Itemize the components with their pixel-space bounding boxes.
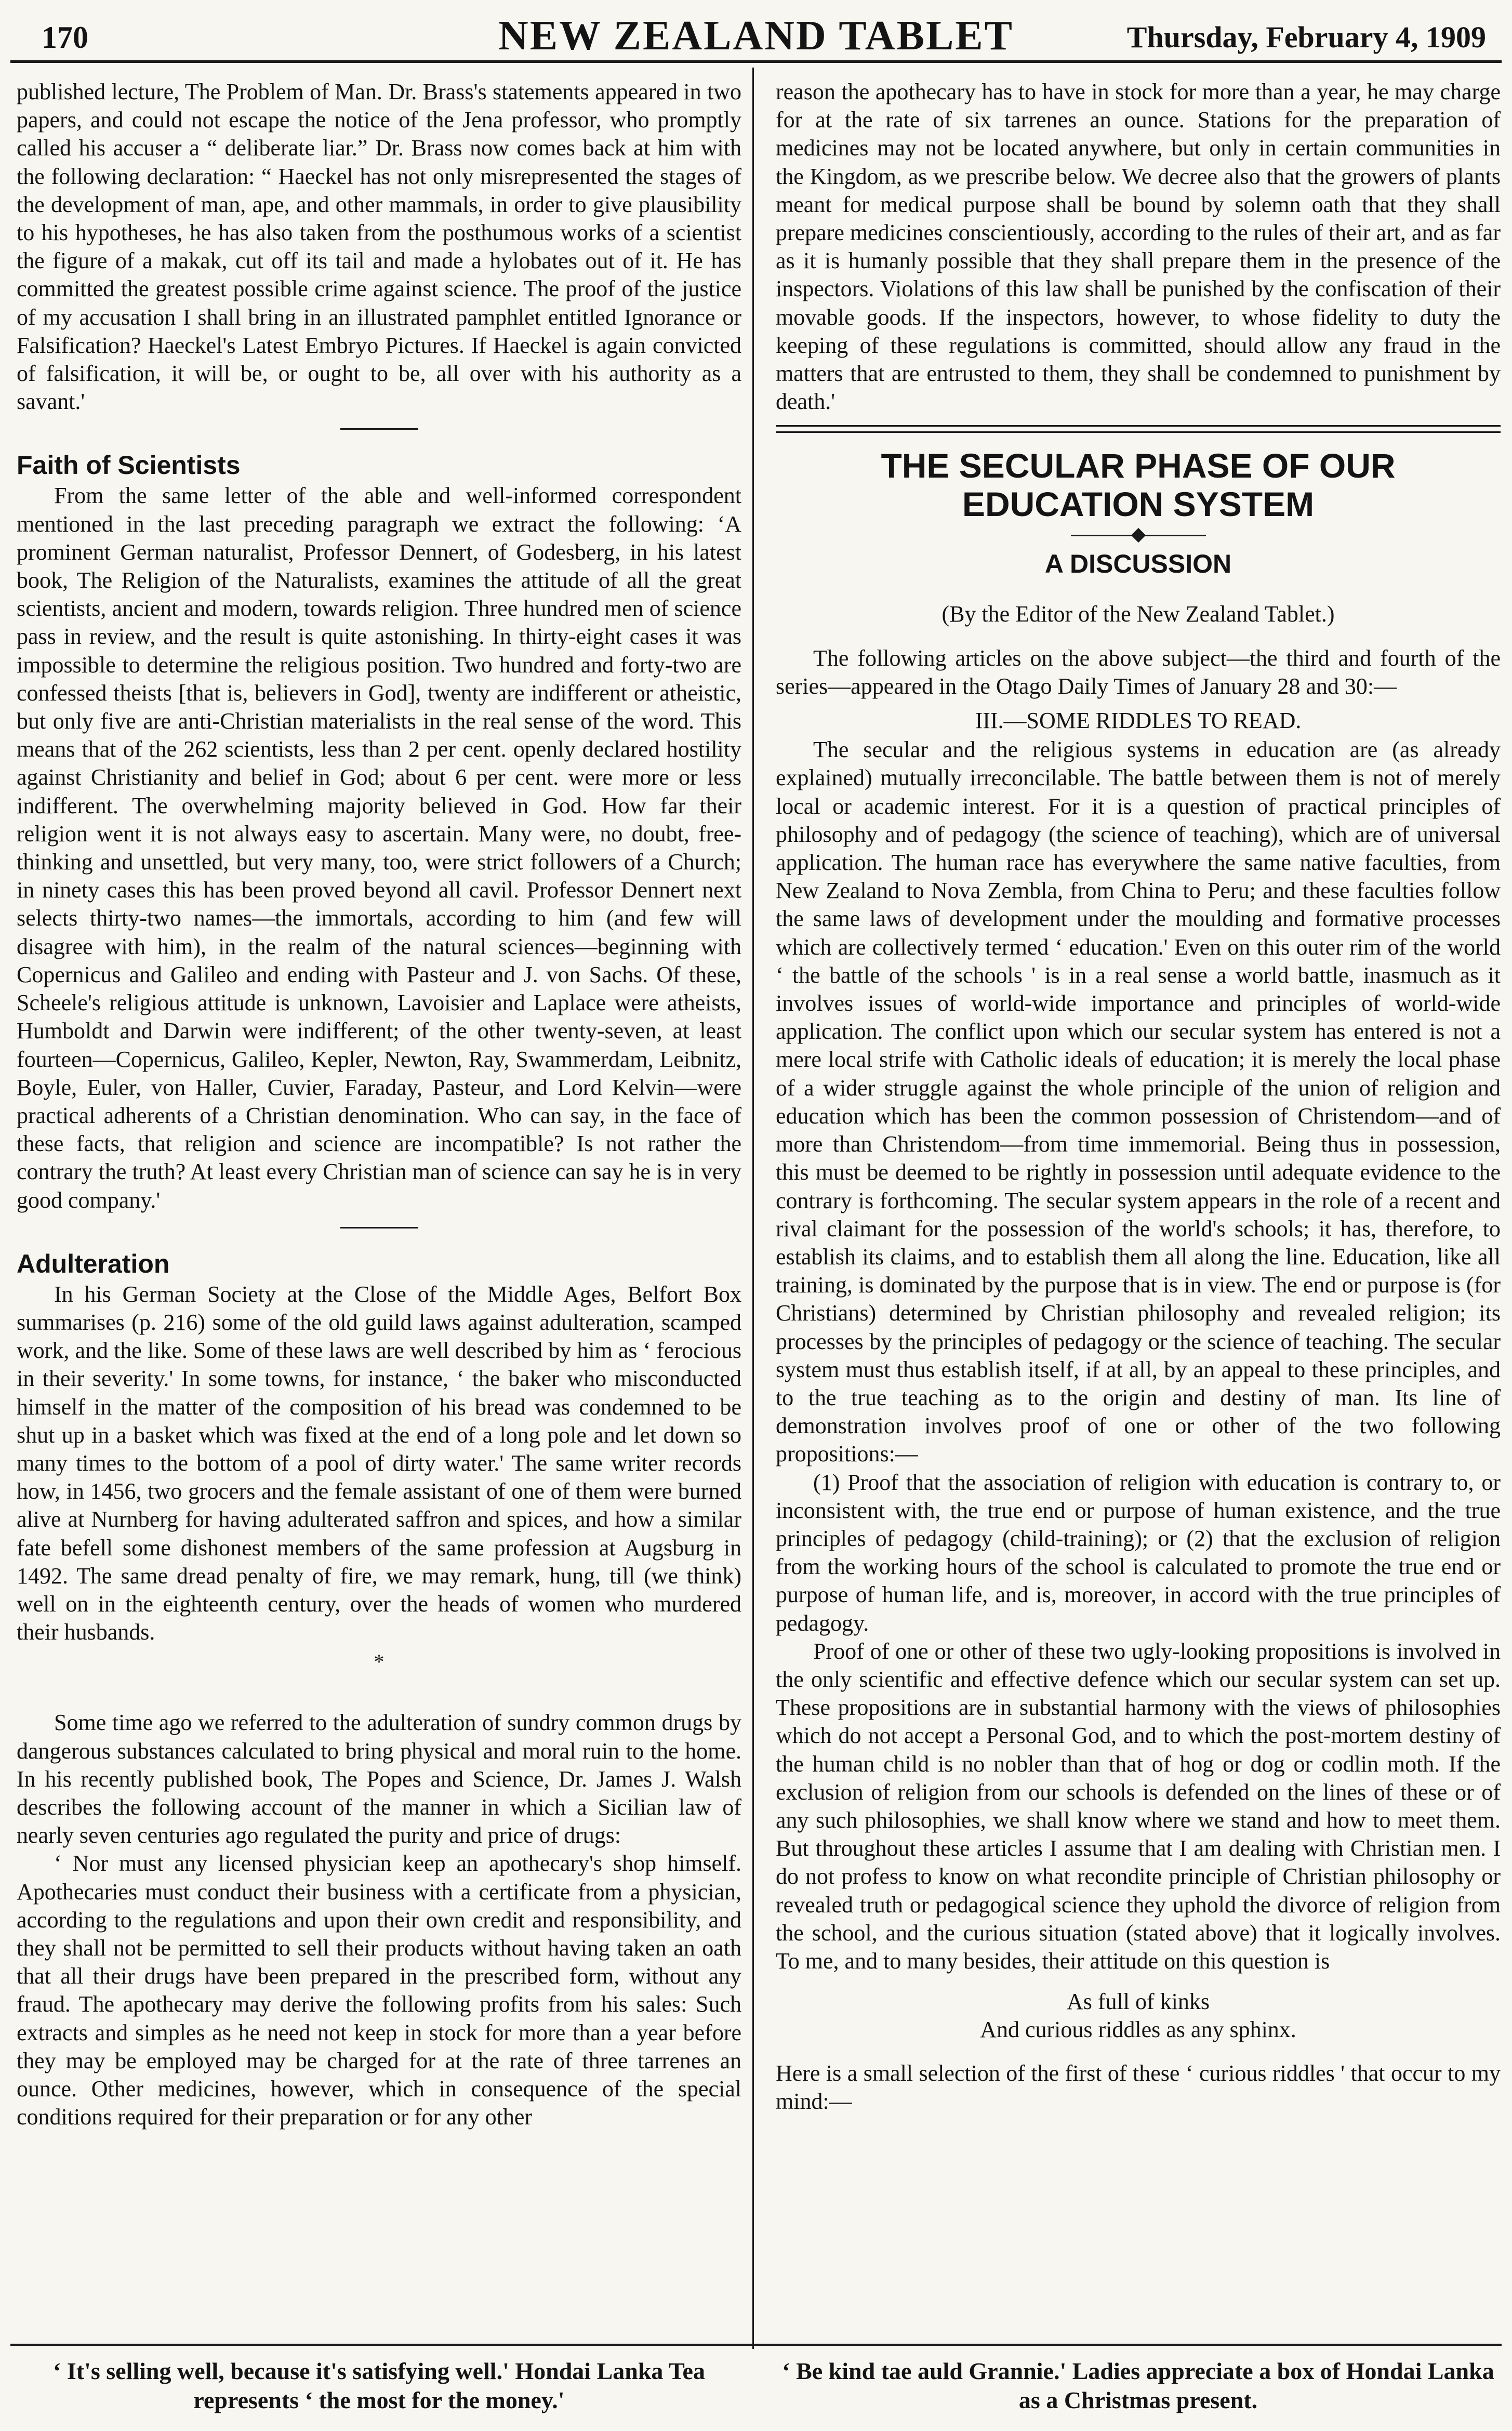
diamond-divider xyxy=(1071,527,1206,543)
sicilian-law-continued: reason the apothecary has to have in stock for more than a year, he may charge for at the rate of six tarrenes an ounce. Stations for the preparation of medicines may not be located anywhere, but only in certain communities in the Kingdom, as we prescribe below. We decree also that the growers of plants meant for medical purpose shall be bound by solemn oath that they shall prepare medicines conscientiously, according to the rules of their art, and as far as it is humanly possible that they shall prepare them in the presence of the inspectors. Violations of this law shall be punished by the confiscation of their movable goods. If the inspectors, however, to whose fidelity to duty the keeping of these regulations is committed, should allow any fraud in the matters that are entrusted to them, they shall be condemned to punishment by death.' xyxy=(776,79,1501,415)
verse-line-1: As full of kinks xyxy=(1067,1989,1210,2015)
faith-of-scientists-text: From the same letter of the able and well-informed correspondent mentioned in the last preceding paragraph we extract the following: ‘A prominent German naturalist, Professor Dennert, of Godesberg, in his latest book, The Religion of the Naturalists, examines the attitude of all the great scientists, ancient and modern, towards religion. Three hundred men of science pass in review, and the result is quite astonishing. In thirty-eight cases it was impossible to determine the religious position. Two hundred and forty-two are confessed theists [that is, believers in God], twenty are indifferent or atheistic, but only five are anti-Christian materialists in the real sense of the word. This means that of the 262 scientists, less than 2 per cent. openly declared hostility against Christianity and belief in God; about 6 per cent. were more or less indifferent. The overwhelming majority believed in God. How far their religion went it is not always easy to ascertain. Many were, no doubt, free-thinking and unsettled, but very many, too, were strict followers of a Church; in ninety cases this has been proved beyond all cavil. Professor Dennert next selects thirty-two names—the immortals, according to him (and few will disagree with him), in the realm of the natural sciences—beginning with Copernicus and Galileo and ending with Pasteur and J. von Sachs. Of these, Scheele's religious attitude is unknown, Lavoisier and Laplace were atheists, Humboldt and Darwin were indifferent; of the other twenty-seven, at least fourteen—Copernicus, Galileo, Kepler, Newton, Ray, Swammerdam, Leibnitz, Boyle, Euler, von Haller, Cuvier, Faraday, Pasteur, and Lord Kelvin—were practical adherents of a Christian denomination. Who can say, in the face of these facts, that religion and science are incompatible? Is not rather the contrary the truth? At least every Christian man of science can say he is in very good company.' xyxy=(17,483,741,1213)
short-rule xyxy=(340,1227,418,1228)
page-number: 170 xyxy=(42,20,88,55)
drugs-intro-text: Some time ago we referred to the adulteration of sundry common drugs by dangerous substances calculated to bring physical and moral ruin to the home. In his recently published book, The Popes and Science, Dr. James J. Walsh describes the following account of the manner in which a Sicilian law of nearly seven centuries ago regulated the purity and price of drugs: xyxy=(17,1710,741,1848)
column-divider xyxy=(752,68,754,2349)
sicilian-law-quote: ‘ Nor must any licensed physician keep an apothecary's shop himself. Apothecaries must conduct their business with a certificate from a physician, according to the regulations and upon their own credit and responsibility, and they shall not be permitted to sell their products without having taken an oath that all their drugs have been prepared in the prescribed form, without any fraud. The apothecary may derive the following profits from his sales: Such extracts and simples as he need not keep in stock for more than a year before they may be employed may be charged for at the rate of three tarrenes an ounce. Other medicines, however, which in consequence of the special conditions required for their preparation or for any other xyxy=(17,1851,741,2130)
heading-adulteration: Adulteration xyxy=(17,1249,170,1278)
double-rule xyxy=(776,425,1501,433)
article-body-1: The secular and the religious systems in education are (as already explained) mutually irreconcilable. The battle between them is not of merely local or academic interest. For it is a question of practical principles of philosophy and of pedagogy (the science of teaching), which are of universal application. The human race has everywhere the same native faculties, from New Zealand to Nova Zembla, from China to Peru; and these faculties follow the same laws of development under the moulding and formative processes which are collectively termed ‘ education.' Even on this outer rim of the world ‘ the battle of the schools ' is in a real sense a world battle, inasmuch as it involves issues of world-wide importance and principles of world-wide application. The conflict upon which our secular system has entered is not a mere local strife with Catholic ideals of education; it is merely the local phase of a wider struggle against the whole principle of the union of religion and education which has been the common possession of Christendom—and of more than Christendom—from time immemorial. Being thus in possession, this must be deemed to be rightly in possession until adequate evidence to the contrary is forthcoming. The secular system appears in the role of a recent and rival claimant for the possession of the world's schools; it has, therefore, to establish its claims, and to establish them all along the line. Education, like all training, is dominated by the purpose that is in view. The end or purpose is (for Christians) determined by Christian philosophy and revealed religion; its processes by the principles of pedagogy or the science of teaching. The secular system must thus establish itself, if at all, by an appeal to these principles, and to the true teaching as to the origin and destiny of man. Its line of demonstration involves proof of one or other of the two following propositions:— xyxy=(776,737,1501,1467)
article-body-3: Proof of one or other of these two ugly-looking propositions is involved in the only scientific and effective defence which our secular system can set up. These propositions are in substantial harmony with the views of philosophies which do not accept a Personal God, and to which the post-mortem destiny of the human child is no nobler than that of hog or dog or codlin moth. If the exclusion of religion from our schools is defended on the lines of these or of any such philosophies, we shall know where we stand and how to meet them. But throughout these articles I assume that I am dealing with Christian men. I do not profess to know on what recondite principle of Christian philosophy or revealed truth or pedagogical science they uphold the divorce of religion from the school, and the curious situation (stated above) that it logically involves. To me, and to many besides, their attitude on this question is xyxy=(776,1638,1501,1974)
advertisement-left: ‘ It's selling well, because it's satisfying well.' Hondai Lanka Tea represents ‘ the most for the money.' xyxy=(53,2358,705,2413)
brass-haeckel-paragraph: published lecture, The Problem of Man. Dr. Brass's statements appeared in two papers, and could not escape the notice of the Jena professor, who promptly called his accuser a “ deliberate liar.” Dr. Brass now comes back at him with the following declaration: “ Haeckel has not only misrepresented the stages of the development of man, ape, and other mammals, in order to give plausibility to his hypotheses, he has also taken from the posthumous works of a scientist the figure of a makak, cut off its tail and made a hylobates out of it. He has committed the greatest possible crime against science. The proof of the justice of my accusation I shall bring in an illustrated pamphlet entitled Ignorance or Falsification? Haeckel's Latest Embryo Pictures. If Haeckel is again convicted of falsification, it will be, or ought to be, all over with his authority as a savant.' xyxy=(17,79,741,415)
newspaper-title: NEW ZEALAND TABLET xyxy=(498,13,1014,59)
heading-faith-of-scientists: Faith of Scientists xyxy=(17,451,241,480)
masthead xyxy=(10,10,1502,63)
section-star: * xyxy=(374,1650,384,1674)
article-byline: (By the Editor of the New Zealand Tablet.) xyxy=(941,601,1335,627)
issue-date: Thursday, February 4, 1909 xyxy=(1126,20,1486,54)
verse-quote xyxy=(776,1988,1501,2044)
article-body-2: (1) Proof that the association of religion with education is contrary to, or inconsistent with, the true end or purpose of human existence, and the true principles of pedagogy (child-training); or (2) that the exclusion of religion from the working hours of the school is calculated to promote the true end or purpose of human life, and is, moreover, in accord with the true principles of pedagogy. xyxy=(776,1469,1501,1636)
section-heading: III.—SOME RIDDLES TO READ. xyxy=(975,708,1302,734)
article-subheading: A DISCUSSION xyxy=(1044,549,1232,579)
verse-line-2: And curious riddles as any sphinx. xyxy=(980,2017,1296,2043)
article-body-4: Here is a small selection of the first of these ‘ curious riddles ' that occur to my mind:— xyxy=(776,2060,1501,2115)
short-rule xyxy=(340,428,418,430)
footer-rule xyxy=(10,2344,1502,2346)
adulteration-text: In his German Society at the Close of the Middle Ages, Belfort Box summarises (p. 216) some of the old guild laws against adulteration, scamped work, and the like. Some of these laws are well described by him as ‘ ferocious in their severity.' In some towns, for instance, ‘ the baker who misconducted himself in the matter of the composition of his bread was condemned to be shut up in a basket which was fixed at the end of a long pole and let down so many times to the bottom of a pool of dirty water.' The same writer records how, in 1456, two grocers and the female assistant of one of them were burned alive at Nurnberg for having adulterated saffron and spices, and how a similar fate befell some dishonest members of the same profession at Augsburg in 1492. The same dread penalty of fire, we may remark, hung, till (we think) well on in the eighteenth century, over the heads of women who murdered their husbands. xyxy=(17,1281,741,1645)
left-column xyxy=(17,78,741,2131)
article-intro: The following articles on the above subject—the third and fourth of the series—appeared in the Otago Daily Times of January 28 and 30:— xyxy=(776,645,1501,699)
article-headline: THE SECULAR PHASE OF OUR EDUCATION SYSTEM xyxy=(881,446,1396,524)
right-column xyxy=(776,78,1501,2116)
advertisement-right: ‘ Be kind tae auld Grannie.' Ladies appreciate a box of Hondai Lanka as a Christmas present. xyxy=(782,2358,1494,2413)
